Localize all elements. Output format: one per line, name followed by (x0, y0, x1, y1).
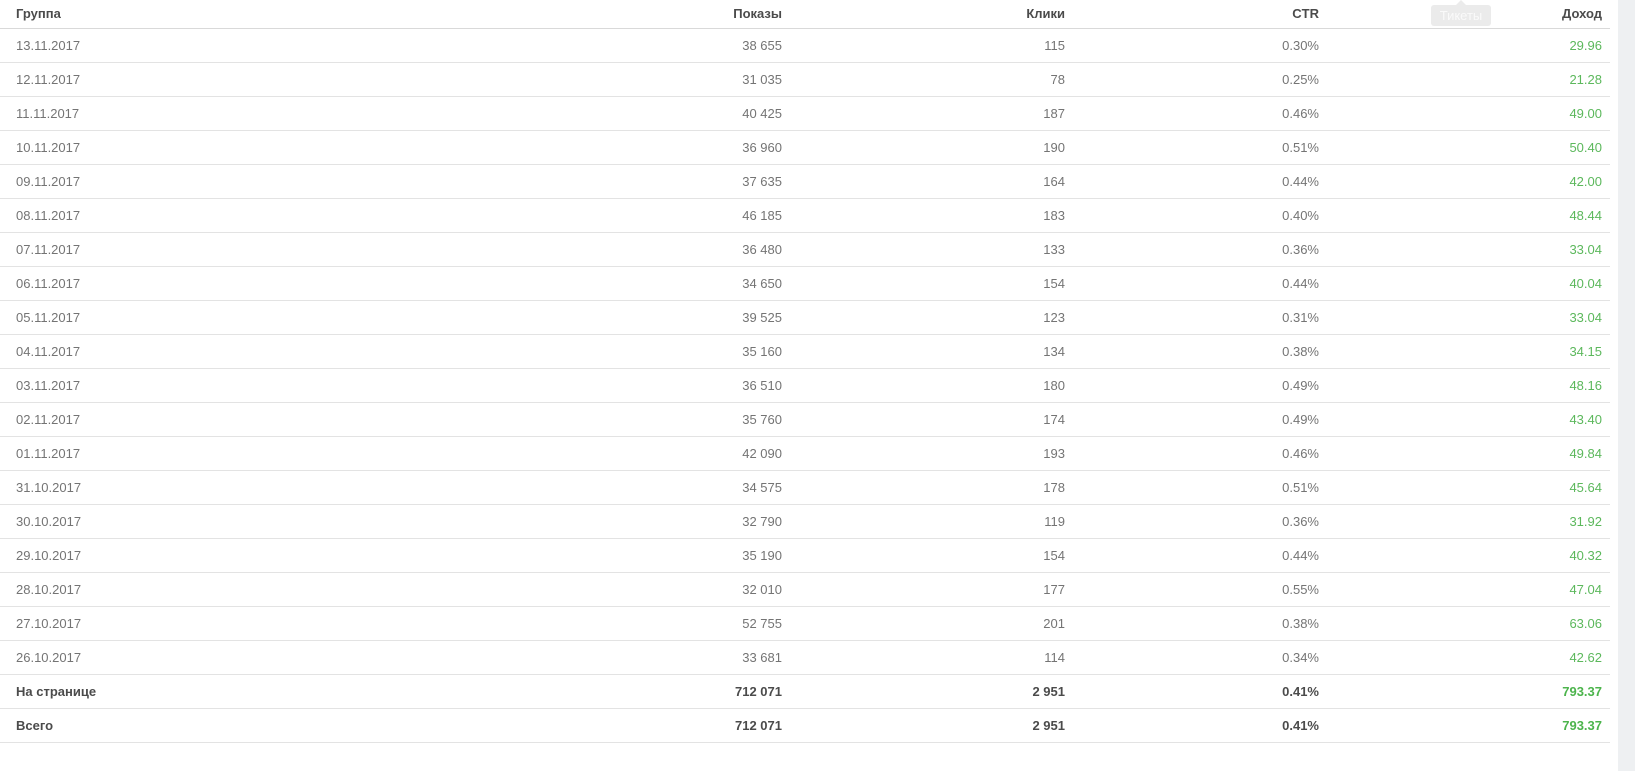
clicks-cell: 190 (790, 130, 1073, 164)
table-row (0, 62, 1610, 96)
table-row (0, 334, 1610, 368)
ctr-cell: 0.30% (1073, 28, 1327, 62)
impressions-cell: 36 960 (500, 130, 790, 164)
clicks-cell: 180 (790, 368, 1073, 402)
impressions-cell: 32 010 (500, 572, 790, 606)
revenue-cell: 34.15 (1327, 334, 1610, 368)
impressions-cell: 32 790 (500, 504, 790, 538)
table-row (0, 572, 1610, 606)
ctr-cell: 0.46% (1073, 96, 1327, 130)
table-row (0, 130, 1610, 164)
impressions-cell: 34 650 (500, 266, 790, 300)
clicks-cell: 123 (790, 300, 1073, 334)
clicks-cell: 177 (790, 572, 1073, 606)
clicks-cell: 154 (790, 538, 1073, 572)
revenue-cell: 43.40 (1327, 402, 1610, 436)
tickets-tooltip-badge[interactable]: Тикеты (1431, 5, 1491, 26)
revenue-cell: 33.04 (1327, 232, 1610, 266)
group-cell: 31.10.2017 (0, 470, 500, 504)
revenue-cell: 33.04 (1327, 300, 1610, 334)
revenue-cell: 48.44 (1327, 198, 1610, 232)
group-cell: 28.10.2017 (0, 572, 500, 606)
table-row (0, 538, 1610, 572)
impressions-cell: 37 635 (500, 164, 790, 198)
clicks-total-cell: 2 951 (790, 708, 1073, 742)
table-row (0, 266, 1610, 300)
table-row (0, 232, 1610, 266)
ctr-cell: 0.44% (1073, 266, 1327, 300)
grand-total-row (0, 708, 1610, 742)
ctr-cell: 0.36% (1073, 504, 1327, 538)
clicks-cell: 133 (790, 232, 1073, 266)
ctr-cell: 0.51% (1073, 130, 1327, 164)
impressions-cell: 39 525 (500, 300, 790, 334)
revenue-cell: 49.84 (1327, 436, 1610, 470)
impressions-cell: 35 190 (500, 538, 790, 572)
revenue-cell: 29.96 (1327, 28, 1610, 62)
revenue-cell: 31.92 (1327, 504, 1610, 538)
revenue-cell: 42.62 (1327, 640, 1610, 674)
group-cell: 04.11.2017 (0, 334, 500, 368)
revenue-cell: 48.16 (1327, 368, 1610, 402)
impressions-cell: 35 160 (500, 334, 790, 368)
group-cell: 06.11.2017 (0, 266, 500, 300)
ctr-cell: 0.49% (1073, 368, 1327, 402)
impressions-cell: 36 480 (500, 232, 790, 266)
table-body (0, 28, 1610, 674)
impressions-cell: 42 090 (500, 436, 790, 470)
clicks-cell: 115 (790, 28, 1073, 62)
impressions-cell: 35 760 (500, 402, 790, 436)
impressions-total-cell: 712 071 (500, 708, 790, 742)
totals-body (0, 674, 1610, 742)
scrollbar-track[interactable] (1618, 0, 1635, 771)
table-row (0, 436, 1610, 470)
table-row (0, 640, 1610, 674)
revenue-total-cell: 793.37 (1327, 674, 1610, 708)
ctr-cell: 0.44% (1073, 164, 1327, 198)
column-header-group[interactable]: Группа (0, 0, 500, 28)
ctr-cell: 0.44% (1073, 538, 1327, 572)
ctr-cell: 0.51% (1073, 470, 1327, 504)
table-row (0, 368, 1610, 402)
clicks-cell: 201 (790, 606, 1073, 640)
revenue-cell: 21.28 (1327, 62, 1610, 96)
header-row (0, 0, 1610, 28)
group-cell: 10.11.2017 (0, 130, 500, 164)
revenue-cell: 40.32 (1327, 538, 1610, 572)
ctr-cell: 0.38% (1073, 606, 1327, 640)
revenue-cell: 63.06 (1327, 606, 1610, 640)
group-cell: 11.11.2017 (0, 96, 500, 130)
clicks-cell: 183 (790, 198, 1073, 232)
group-cell: 30.10.2017 (0, 504, 500, 538)
table-row (0, 28, 1610, 62)
group-cell: 05.11.2017 (0, 300, 500, 334)
clicks-cell: 114 (790, 640, 1073, 674)
table-row (0, 164, 1610, 198)
impressions-cell: 46 185 (500, 198, 790, 232)
column-header-revenue[interactable]: Доход (1327, 0, 1610, 28)
ctr-total-cell: 0.41% (1073, 674, 1327, 708)
column-header-clicks[interactable]: Клики (790, 0, 1073, 28)
impressions-cell: 52 755 (500, 606, 790, 640)
impressions-cell: 40 425 (500, 96, 790, 130)
clicks-cell: 193 (790, 436, 1073, 470)
ctr-cell: 0.40% (1073, 198, 1327, 232)
ctr-cell: 0.34% (1073, 640, 1327, 674)
group-cell: 07.11.2017 (0, 232, 500, 266)
group-cell: 01.11.2017 (0, 436, 500, 470)
group-cell: 12.11.2017 (0, 62, 500, 96)
impressions-cell: 36 510 (500, 368, 790, 402)
ctr-cell: 0.36% (1073, 232, 1327, 266)
revenue-cell: 45.64 (1327, 470, 1610, 504)
clicks-cell: 134 (790, 334, 1073, 368)
clicks-total-cell: 2 951 (790, 674, 1073, 708)
clicks-cell: 178 (790, 470, 1073, 504)
total-label-cell: Всего (0, 708, 500, 742)
group-cell: 09.11.2017 (0, 164, 500, 198)
clicks-cell: 78 (790, 62, 1073, 96)
group-cell: 27.10.2017 (0, 606, 500, 640)
clicks-cell: 119 (790, 504, 1073, 538)
impressions-total-cell: 712 071 (500, 674, 790, 708)
revenue-cell: 42.00 (1327, 164, 1610, 198)
clicks-cell: 187 (790, 96, 1073, 130)
impressions-cell: 38 655 (500, 28, 790, 62)
group-cell: 03.11.2017 (0, 368, 500, 402)
page-total-row (0, 674, 1610, 708)
group-cell: 02.11.2017 (0, 402, 500, 436)
table-row (0, 198, 1610, 232)
impressions-cell: 34 575 (500, 470, 790, 504)
clicks-cell: 164 (790, 164, 1073, 198)
impressions-cell: 33 681 (500, 640, 790, 674)
ctr-cell: 0.25% (1073, 62, 1327, 96)
table-row (0, 470, 1610, 504)
column-header-impressions[interactable]: Показы (500, 0, 790, 28)
ctr-total-cell: 0.41% (1073, 708, 1327, 742)
column-header-ctr[interactable]: CTR (1073, 0, 1327, 28)
revenue-cell: 40.04 (1327, 266, 1610, 300)
ctr-cell: 0.38% (1073, 334, 1327, 368)
total-label-cell: На странице (0, 674, 500, 708)
table-row (0, 402, 1610, 436)
table-row (0, 300, 1610, 334)
group-cell: 13.11.2017 (0, 28, 500, 62)
table-row (0, 504, 1610, 538)
table-row (0, 606, 1610, 640)
revenue-cell: 47.04 (1327, 572, 1610, 606)
ctr-cell: 0.49% (1073, 402, 1327, 436)
ctr-cell: 0.46% (1073, 436, 1327, 470)
ctr-cell: 0.55% (1073, 572, 1327, 606)
group-cell: 26.10.2017 (0, 640, 500, 674)
revenue-cell: 50.40 (1327, 130, 1610, 164)
group-cell: 29.10.2017 (0, 538, 500, 572)
revenue-total-cell: 793.37 (1327, 708, 1610, 742)
ctr-cell: 0.31% (1073, 300, 1327, 334)
revenue-cell: 49.00 (1327, 96, 1610, 130)
impressions-cell: 31 035 (500, 62, 790, 96)
clicks-cell: 154 (790, 266, 1073, 300)
group-cell: 08.11.2017 (0, 198, 500, 232)
clicks-cell: 174 (790, 402, 1073, 436)
table-row (0, 96, 1610, 130)
